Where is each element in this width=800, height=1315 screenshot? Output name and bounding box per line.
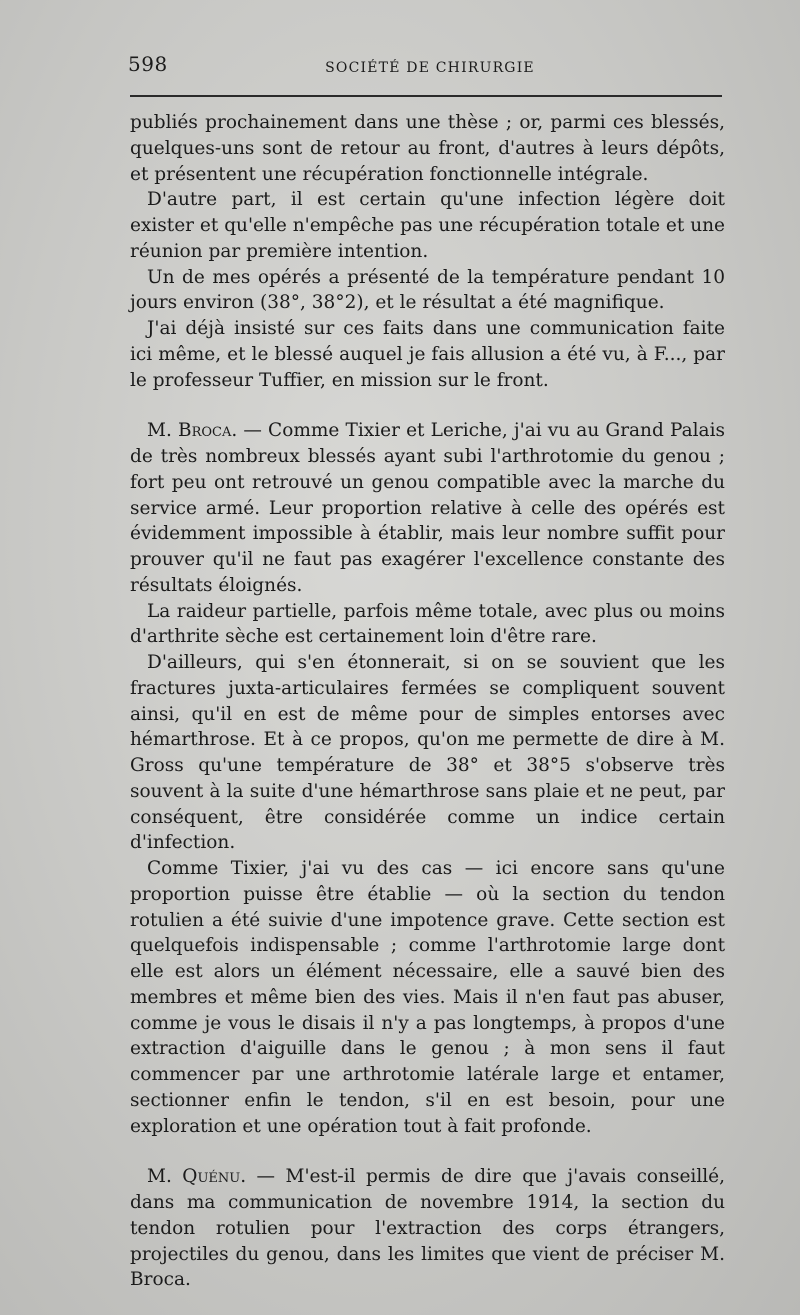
paragraph: J'ai déjà insisté sur ces faits dans une communication faite ici même, et le blessé auquel je fais allusion a été vu, à F..., par le professeur Tuffier, en mission sur le front.	[130, 318, 725, 391]
paragraph: Comme Tixier, j'ai vu des cas — ici encore sans qu'une proportion puisse être établie — où la section du tendon rotulien a été suivie d'une impotence grave. Cette section est quelquefois indispensable ; comme l'arthrotomie large dont elle est alors un élément nécessaire, elle a sauvé bien des membres et même bien des vies. Mais il n'en faut pas abuser, comme je vous le disais il n'y a pas longtemps, à propos d'une extraction d'aiguille dans le genou ; à mon sens il faut commencer par une arthrotomie latérale large et entamer, sectionner enfin le tendon, s'il en est besoin, pour une exploration et une opération tout à fait profonde.	[130, 858, 725, 1137]
paragraph: D'ailleurs, qui s'en étonnerait, si on se souvient que les fractures juxta-articulaires fermées se compliquent souvent ainsi, qu'il en est de même pour de simples entorses avec hémarthrose. Et à ce propos, qu'on me permette de dire à M. Gross qu'une température de 38° et 38°5 s'observe très souvent à la suite d'une hémarthrose sans plaie et ne peut, par conséquent, être considérée comme un indice certain d'infection.	[130, 652, 725, 854]
speaker-name-quenu: M. Quénu.	[147, 1166, 247, 1188]
speaker-paragraph-broca	[130, 418, 725, 598]
body-text	[130, 110, 725, 1293]
page-number: 598	[128, 52, 168, 76]
speaker-name-broca: M. Broca.	[147, 420, 238, 442]
speaker-text-quenu: — M'est-il permis de dire que j'avais conseillé, dans ma communication de novembre 1914, la section du tendon rotulien pour l'extraction des corps étrangers, projectiles du genou, dans les limites que vient de préciser M. Broca.	[130, 1166, 725, 1291]
speaker-paragraph-quenu	[130, 1164, 725, 1293]
paragraph: Un de mes opérés a présenté de la température pendant 10 jours environ (38°, 38°2), et le résultat a été magnifique.	[130, 266, 725, 314]
running-head: SOCIÉTÉ DE CHIRURGIE	[325, 60, 535, 76]
paragraph: D'autre part, il est certain qu'une infection légère doit exister et qu'elle n'empêche pas une récupération totale et une réunion par première intention.	[130, 189, 725, 262]
header-rule	[130, 95, 722, 97]
paragraph: publiés prochainement dans une thèse ; or, parmi ces blessés, quelques-uns sont de retour au front, d'autres à leurs dépôts, et présentent une récupération fonctionnelle intégrale.	[130, 112, 725, 185]
paragraph: La raideur partielle, parfois même totale, avec plus ou moins d'arthrite sèche est certainement loin d'être rare.	[130, 600, 725, 648]
speaker-text-broca: — Comme Tixier et Leriche, j'ai vu au Grand Palais de très nombreux blessés ayant subi l'arthrotomie du genou ; fort peu ont retrouvé un genou compatible avec la marche du service armé. Leur proportion relative à celle des opérés est évidemment impossible à établir, mais leur nombre suffit pour prouver qu'il ne faut pas exagérer l'excellence constante des résultats éloignés.	[130, 420, 725, 596]
